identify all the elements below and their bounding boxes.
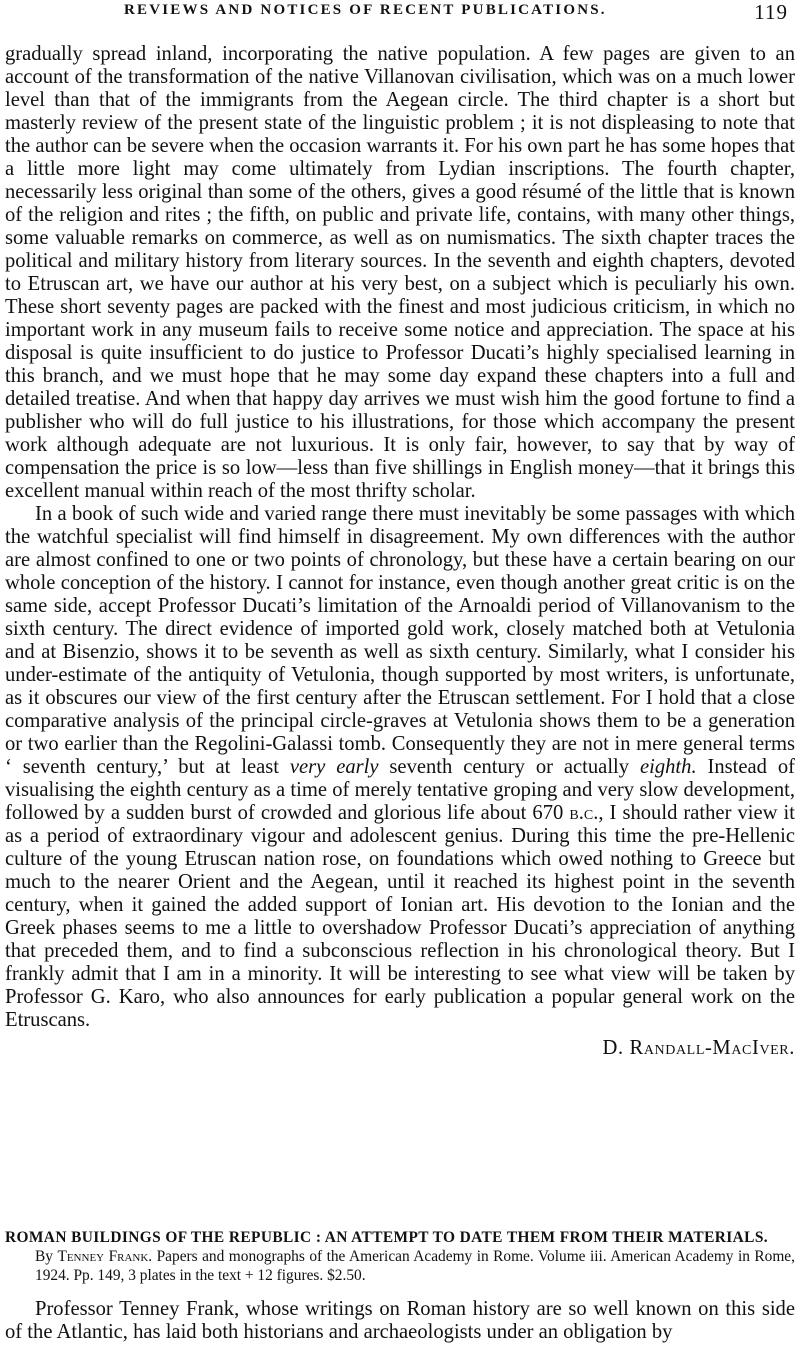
paragraph-2: [5, 503, 795, 1032]
by-label: By: [35, 1248, 53, 1265]
next-review-author: Tenney Frank.: [57, 1248, 153, 1265]
next-review-body: [5, 1298, 795, 1344]
emphasis-very-early: very early: [289, 756, 379, 778]
paragraph-2-part-d: , I should rather view it as a period of extraordinary vigour and adolescent genius. During this time the pre-Hellenic culture of the young Etruscan nation rose, on foundations which owed nothing to Greece but much to the nearer Orient and the Aegean, until it reached its highest point in the seventh century, when it gained the added support of Ionian art. His devotion to the Ionian and the Greek phases seems to me a little to overshadow Professor Ducati’s appreciation of anything that preceded them, and to find a subconscious reflection in his chronological theory. But I frankly admit that I am in a minority. It will be interesting to see what view will be taken by Professor G. Karo, who also announces for early publication a popular general work on the Etruscans.: [5, 802, 795, 1031]
next-review-opening: Professor Tenney Frank, whose writings on Roman history are so well known on this side of the Atlantic, has laid both historians and archaeologists under an obligation by: [5, 1298, 795, 1343]
paragraph-2-part-a: In a book of such wide and varied range there must inevitably be some passages with which the watchful specialist will find himself in disagreement. My own differences with the author are almost confined to one or two points of chronology, but these have a certain bearing on our whole conception of the history. I cannot for instance, even though another great critic is on the same side, accept Professor Ducati’s limitation of the Arnoaldi period of Villanovanism to the sixth century. The direct evidence of imported gold work, closely matched both at Vetulonia and at Bisenzio, shows it to be seventh as well as sixth century. Similarly, what I consider his under-estimate of the antiquity of Vetulonia, though supported by most writers, is unfortunate, as it obscures our view of the first century after the Etruscan settlement. For I hold that a close comparative analysis of the principal circle-graves at Vetulonia shows them to be a generation or two earlier than the Regolini-Galassi tomb. Consequently they are not in mere general terms ‘ seventh century,’ but at least: [5, 503, 795, 778]
next-review-details: Papers and monographs of the American Academy in Rome. Volume iii. American Academy in Rome, 1924. Pp. 149, 3 plates in the text + 12 figures. $2.50.: [35, 1248, 795, 1284]
next-review-heading: [5, 1228, 795, 1285]
signature-name: Randall-MacIver.: [629, 1037, 795, 1059]
page-number: 119: [754, 0, 788, 24]
paragraph-1: gradually spread inland, incorporating the native population. A few pages are given to an account of the transformation of the native Villanovan civilisation, which was on a much lower level than that of the immigrants from the Aegean circle. The third chapter is a short but masterly review of the present state of the linguistic problem ; it is not displeasing to note that the author can be severe when the occasion warrants it. For his own part he has some hopes that a little more light may come ultimately from Lydian inscriptions. The fourth chapter, necessarily less original than some of the others, gives a good résumé of the little that is known of the religion and rites ; the fifth, on public and private life, contains, with many other things, some valuable remarks on commerce, as well as on numismatics. The sixth chapter traces the political and military history from literary sources. In the seventh and eighth chapters, devoted to Etruscan art, we have our author at his very best, on a subject which is peculiarly his own. These short seventy pages are packed with the finest and most judicious criticism, in which no important work in any museum fails to receive some notice and appreciation. The space at his disposal is quite insufficient to do justice to Professor Ducati’s highly specialised learning in this branch, and we must hope that he may some day expand these chapters into a full and detailed treatise. And when that happy day arrives we must wish him the good fortune to find a publisher who will do full justice to his illustrations, for those which accompany the present work although adequate are not luxurious. It is only fair, however, to say that by way of compensation the price is so low—less than five shillings in English money—that it brings this excellent manual within reach of the most thrifty scholar.: [5, 43, 795, 502]
paragraph-2-part-b: seventh century or actually: [389, 756, 630, 778]
running-header: [0, 0, 800, 30]
signature-initial: D.: [602, 1037, 624, 1059]
emphasis-eighth: eighth.: [639, 756, 697, 778]
next-review-meta: [5, 1247, 795, 1285]
bc-abbreviation: b.c.: [569, 802, 599, 824]
next-review-title: ROMAN BUILDINGS OF THE REPUBLIC : AN ATTEMPT TO DATE THEM FROM THEIR MATERIALS.: [5, 1229, 769, 1246]
running-title: REVIEWS AND NOTICES OF RECENT PUBLICATIONS.: [124, 2, 607, 18]
review-body: [5, 43, 795, 1060]
paragraph-2-part-c: Instead of visualising the eighth century as a time of merely tentative groping and very slow development, followed by a sudden burst of crowded and glorious life about 670: [5, 756, 795, 824]
reviewer-signature: [5, 1037, 795, 1060]
